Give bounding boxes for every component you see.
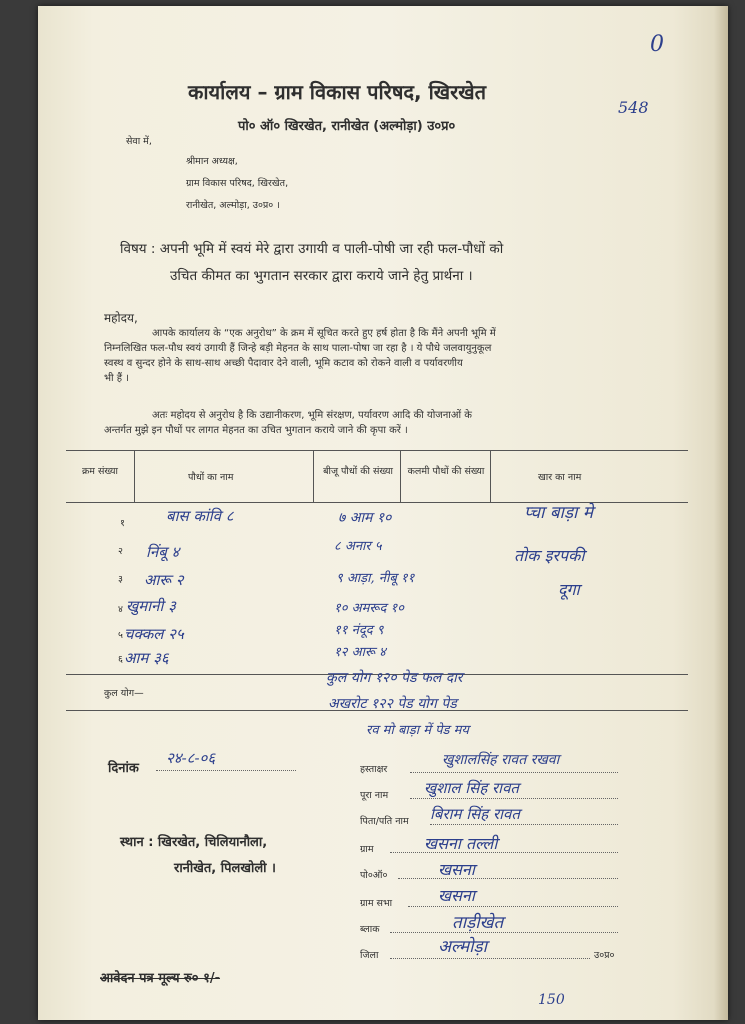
application-fee: आवेदन पत्र मूल्य रु० १/- — [100, 971, 220, 986]
field-label-post-office: पो०ऑ० — [360, 870, 388, 881]
field-value-village: खसना तल्ली — [424, 834, 498, 853]
handwritten-entry: १० अमरूद १० — [334, 601, 405, 616]
field-label-gram-sabha: ग्राम सभा — [360, 898, 393, 909]
table-col-divider — [400, 450, 401, 502]
handwritten-entry: ७ आम १० — [338, 510, 392, 526]
serial-number: ५ — [118, 630, 123, 641]
table-top-line — [66, 450, 688, 451]
handwritten-entry: दूगा — [558, 580, 580, 599]
subject-line-1: विषय : अपनी भूमि में स्वयं मेरे द्वारा उगायी व पाली-पोषी जा रही फल-पौधों को — [120, 241, 504, 257]
serial-number: ३ — [118, 574, 123, 585]
table-col-divider — [134, 450, 135, 502]
handwritten-entry: ८ अनार ५ — [334, 539, 382, 554]
handwritten-entry: प्चा बाड़ा मे — [524, 503, 594, 523]
date-value: २४-८-०६ — [166, 749, 216, 767]
field-line — [410, 772, 618, 773]
document-page — [38, 6, 728, 1020]
field-line — [390, 932, 618, 933]
field-label-signature: हस्ताक्षर — [360, 764, 388, 775]
field-line — [430, 824, 618, 825]
field-label-district: जिला — [360, 950, 379, 961]
field-value-signature: खुशालसिंह रावत रखवा — [442, 752, 560, 768]
date-label: दिनांक — [108, 761, 139, 776]
date-line — [156, 770, 296, 771]
place-line-2: रानीखेत, पिलखोली । — [174, 861, 276, 876]
field-value-father-name: बिराम सिंह रावत — [430, 805, 520, 823]
field-value-block: ताड़ीखेत — [452, 913, 504, 933]
field-line — [408, 906, 618, 907]
field-label-village: ग्राम — [360, 844, 374, 855]
subject-line-2: उचित कीमत का भुगतान सरकार द्वारा कराये जाने हेतु प्रार्थना । — [170, 268, 473, 284]
to-line: श्रीमान अध्यक्ष, — [186, 156, 238, 167]
header-plant-name: पौधों का नाम — [188, 472, 234, 483]
office-title: कार्यालय – ग्राम विकास परिषद, खिरखेत — [188, 80, 487, 104]
serial-number: १ — [120, 518, 125, 529]
serial-number: ६ — [118, 654, 123, 665]
field-value-gram-sabha: खसना — [438, 886, 475, 905]
handwritten-entry: निंबू ४ — [146, 543, 180, 561]
field-line — [410, 798, 618, 799]
office-address: पो० ऑ० खिरखेत, रानीखेत (अल्मोड़ा) उ०प्र० — [238, 119, 456, 134]
table-col-divider — [313, 450, 314, 502]
bottom-mark: 150 — [538, 992, 565, 1008]
serial-number: २ — [118, 546, 123, 557]
corner-mark: 0 — [650, 32, 664, 57]
field-value-full-name: खुशाल सिंह रावत — [424, 779, 519, 797]
handwritten-entry: आरू २ — [144, 571, 184, 589]
to-line: ग्राम विकास परिषद, खिरखेत, — [186, 178, 289, 189]
paragraph-1: आपके कार्यालय के “एक अनुरोध” के क्रम में सूचित करते हुए हर्ष होता है कि मैंने अपनी भूमि में निम्नलिखित फल-पौध स्वयं उगायी हैं जिन्हे बड़ी मेहनत के साथ पाला-पोषा जा रहा है । ये पौधे जलवायुनुकूल स्वस्थ व सुन्दर होने के साथ-साथ अच्छी पैदावार देने वाली, भूमि कटाव को रोकने वाली व पर्यावरणीय भी हैं । — [104, 328, 496, 384]
header-serial: क्रम संख्या — [82, 466, 118, 477]
table-header-line — [66, 502, 688, 503]
field-value-district: अल्मोड़ा — [438, 937, 488, 957]
handwritten-entry: कुल योग १२० पेड फल दार — [326, 670, 463, 686]
handwritten-entry: ११ नंदूद ९ — [334, 623, 384, 638]
field-value-post-office: खसना — [438, 860, 475, 879]
field-label-father-name: पिता/पति नाम — [360, 816, 409, 827]
salutation: महोदय, — [104, 311, 138, 325]
total-label: कुल योग— — [104, 688, 144, 699]
handwritten-entry: १२ आरू ४ — [334, 645, 386, 660]
handwritten-entry: बास कांवि ८ — [166, 507, 234, 525]
handwritten-entry: तोक इरपकी — [514, 546, 585, 565]
field-label-full-name: पूरा नाम — [360, 790, 389, 801]
field-line — [390, 958, 590, 959]
field-line — [398, 878, 618, 879]
header-grafted-count: कलमी पौधों की संख्या — [407, 466, 485, 477]
ref-number: 548 — [618, 98, 649, 117]
paragraph-2: अतः महोदय से अनुरोध है कि उद्यानीकरण, भूमि संरक्षण, पर्यावरण आदि की योजनाओं के अन्तर्गत मुझे इन पौधों पर लागत मेहनत का उचित भुगतान कराये जाने की कृपा करें । — [104, 410, 472, 436]
header-field-name: खार का नाम — [538, 472, 582, 483]
place-line-1: स्थान : खिरखेत, चिलियानौला, — [120, 835, 268, 850]
handwritten-entry: ९ आड़ा, नीबू ११ — [336, 571, 415, 586]
table-col-divider — [490, 450, 491, 502]
to-prefix: सेवा में, — [126, 136, 152, 147]
state-suffix: उ०प्र० — [594, 950, 615, 961]
header-seedling-count: बीजू पौधों की संख्या — [323, 466, 393, 477]
handwritten-entry: आम ३६ — [124, 649, 169, 667]
handwritten-entry: खुमानी ३ — [126, 597, 176, 615]
field-label-block: ब्लाक — [360, 924, 380, 935]
serial-number: ४ — [118, 604, 123, 615]
handwritten-entry: चक्कल २५ — [124, 625, 184, 643]
handwritten-entry: अखरोट १२२ पेड योग पेड — [328, 696, 457, 712]
to-line: रानीखेत, अल्मोड़ा, उ०प्र० । — [186, 200, 280, 211]
handwritten-entry: रव मो बाड़ा में पेड मय — [366, 723, 469, 738]
